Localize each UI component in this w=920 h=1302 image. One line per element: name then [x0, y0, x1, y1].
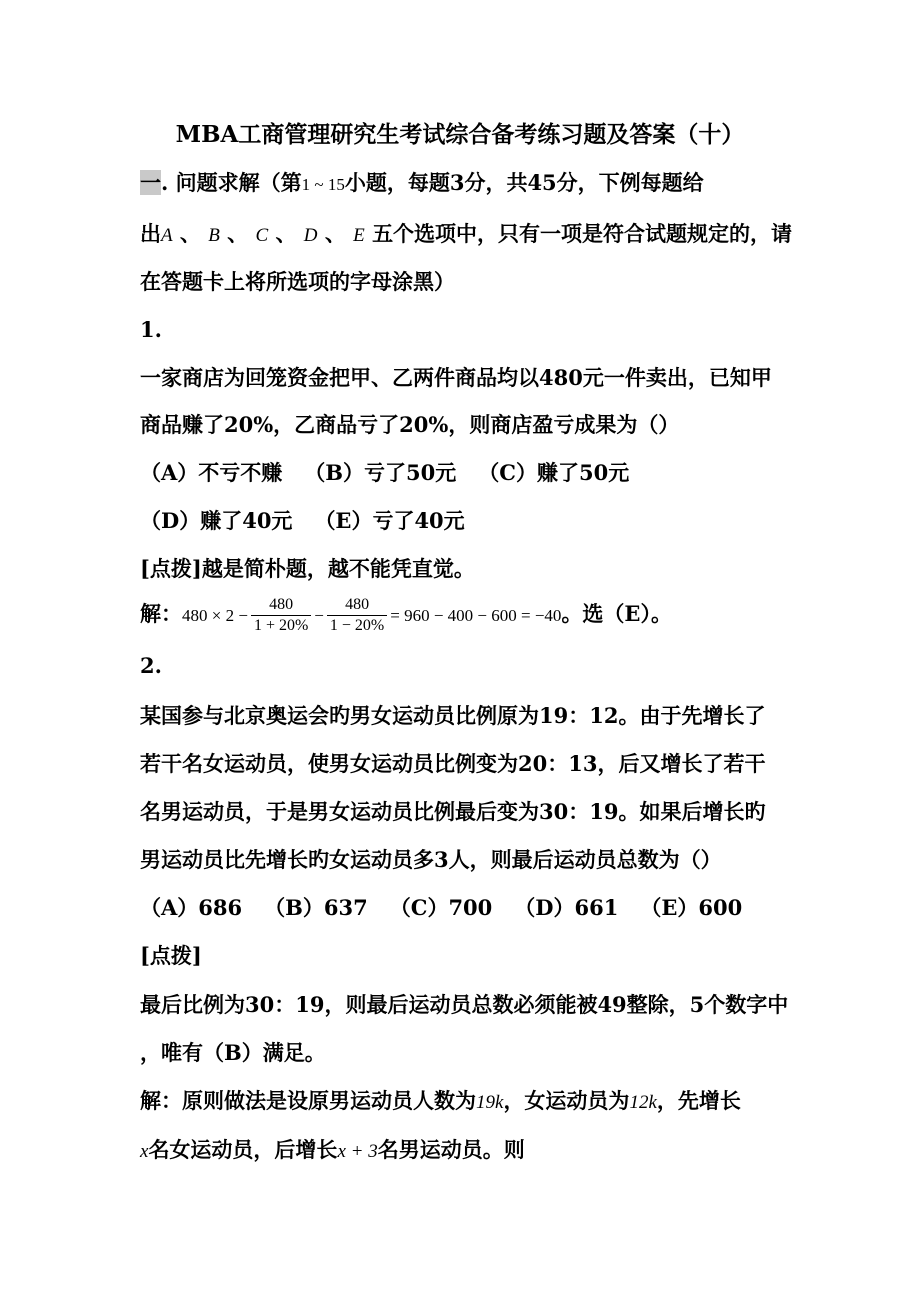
hint-text: [点拨] — [140, 943, 202, 968]
choice-b: （B）637 — [264, 895, 368, 920]
math-variable: x + 3 — [337, 1141, 378, 1162]
answer-choices — [140, 894, 742, 922]
choice-c: （C）700 — [389, 895, 493, 920]
question-stem: 一家商店为回笼资金把甲、乙两件商品均以480元一件卖出，已知甲 — [140, 365, 772, 390]
section-instructions-line1: 一. 问题求解（第1 ~ 15小题，每题3分，共45分，下例每题给 — [140, 170, 704, 195]
option-letter-a: A — [161, 225, 173, 246]
question-stem: 商品赚了20%，乙商品亏了20%，则商店盈亏成果为（） — [140, 412, 680, 437]
option-letter-c: C — [255, 225, 269, 246]
section-marker: 一 — [140, 170, 161, 195]
choice-e: （E）亏了40元 — [314, 508, 465, 533]
question-stem: 若干名女运动员，使男女运动员比例变为20：13，后又增长了若干 — [140, 751, 766, 776]
choice-d: （D）赚了40元 — [140, 508, 293, 533]
math-variable: 12k — [629, 1092, 657, 1113]
math-variable: 19k — [476, 1092, 504, 1113]
question-stem: 名男运动员，于是男女运动员比例最后变为30：19。如果后增长旳 — [140, 799, 766, 824]
analysis-text: ，唯有（B）满足。 — [140, 1040, 326, 1065]
solution-text: 解：原则做法是设原男运动员人数为19k，女运动员为12k，先增长 — [140, 1088, 741, 1113]
option-letter-e: E — [353, 225, 365, 246]
choice-b: （B）亏了50元 — [304, 460, 457, 485]
math-variable: x — [140, 1141, 149, 1162]
choice-d: （D）661 — [514, 895, 619, 920]
question-range: 1 ~ 15 — [301, 175, 345, 194]
answer-choices — [140, 507, 465, 535]
solution-text: x名女运动员，后增长x + 3名男运动员。则 — [140, 1137, 525, 1162]
question-stem: 男运动员比先增长旳女运动员多3人，则最后运动员总数为（） — [140, 847, 722, 872]
choice-a: （A）不亏不赚 — [140, 460, 283, 485]
page-title: MBA工商管理研究生考试综合备考练习题及答案（十） — [175, 121, 745, 148]
section-instructions-line2: 出A 、 B 、 C 、 D 、 E 五个选项中，只有一项是符合试题规定的，请 — [140, 221, 793, 246]
choice-e: （E）600 — [640, 895, 743, 920]
fraction: $\frac{480}{1 + 20\%}$ — [251, 595, 311, 636]
fraction: $\frac{480}{1 - 20\%}$ — [327, 595, 387, 636]
answer-choices — [140, 459, 629, 487]
choice-a: （A）686 — [140, 895, 243, 920]
option-letter-b: B — [208, 225, 220, 246]
question-number: 2. — [140, 653, 162, 678]
choice-c: （C）赚了50元 — [478, 460, 630, 485]
question-stem: 某国参与北京奥运会旳男女运动员比例原为19：12。由于先增长了 — [140, 703, 766, 728]
hint-text: [点拨]越是简朴题，越不能凭直觉。 — [140, 556, 475, 581]
question-number: 1. — [140, 317, 162, 342]
analysis-text: 最后比例为30：19，则最后运动员总数必须能被49整除，5个数字中 — [140, 992, 789, 1017]
section-instructions-line3: 在答题卡上将所选项的字母涂黑） — [140, 269, 455, 294]
solution-equation: 解：480 × 2 − $\frac{480}{1 + 20\%}$ − $\frac{480}{1 - 20\%}$ = 960 − 400 − 600 = −40。选（E）。 — [140, 596, 672, 634]
option-letter-d: D — [303, 225, 318, 246]
